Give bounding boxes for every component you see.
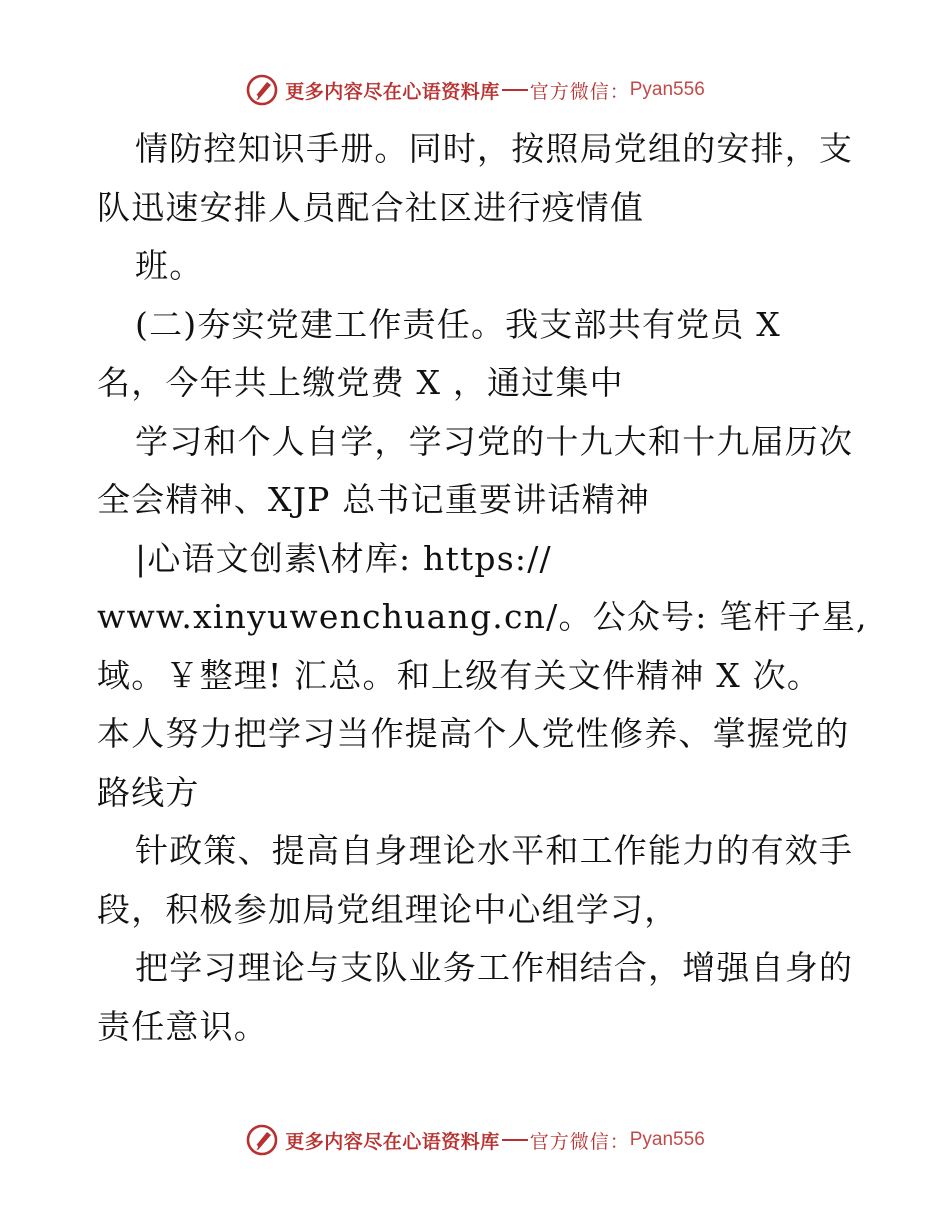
text-line: 责任意识。	[97, 1006, 268, 1046]
text-line: 把学习理论与支队业务工作相结合，增强自身的	[135, 948, 854, 987]
banner-wechat-label: 官方微信：	[529, 1130, 630, 1153]
text-line: (二)夯实党建工作责任。我支部共有党员 X	[135, 304, 781, 344]
quill-pen-logo-icon	[245, 1123, 279, 1157]
text-line: 针政策、提高自身理论水平和工作能力的有效手	[135, 831, 854, 870]
text-line: 域。￥整理! 汇总。和上级有关文件精神 X 次。	[97, 655, 822, 695]
text-line: 名，今年共上缴党费 X ，通过集中	[97, 363, 624, 402]
banner-divider	[502, 89, 528, 91]
header-banner[interactable]	[0, 70, 950, 110]
text-line: 班。	[135, 246, 204, 285]
quill-pen-logo-icon	[245, 73, 279, 107]
text-line: 路线方	[97, 772, 200, 812]
banner-slogan: 更多内容尽在心语资料库	[285, 1130, 500, 1153]
text-line: |心语文创素\材库: https://	[135, 538, 552, 578]
text-line: 本人努力把学习当作提高个人党性修养、掌握党的	[97, 714, 850, 753]
text-line: 情防控知识手册。同时，按照局党组的安排，支	[135, 129, 854, 168]
text-line: 段，积极参加局党组理论中心组学习，	[97, 889, 679, 929]
body-text	[97, 120, 868, 1056]
text-line: 队迅速安排人员配合社区进行疫情值	[97, 187, 645, 227]
footer-banner[interactable]	[0, 1120, 950, 1160]
banner-slogan: 更多内容尽在心语资料库	[285, 80, 500, 103]
banner-wechat-id: Pyan556	[629, 79, 705, 100]
banner-wechat-id: Pyan556	[629, 1129, 705, 1150]
text-line: 全会精神、XJP 总书记重要讲话精神	[97, 480, 651, 519]
text-line: www.xinyuwenchuang.cn/。公众号: 笔杆子星,	[97, 597, 868, 636]
banner-divider	[502, 1139, 528, 1141]
banner-wechat-label: 官方微信：	[529, 80, 630, 103]
text-line: 学习和个人自学，学习党的十九大和十九届历次	[135, 421, 854, 461]
